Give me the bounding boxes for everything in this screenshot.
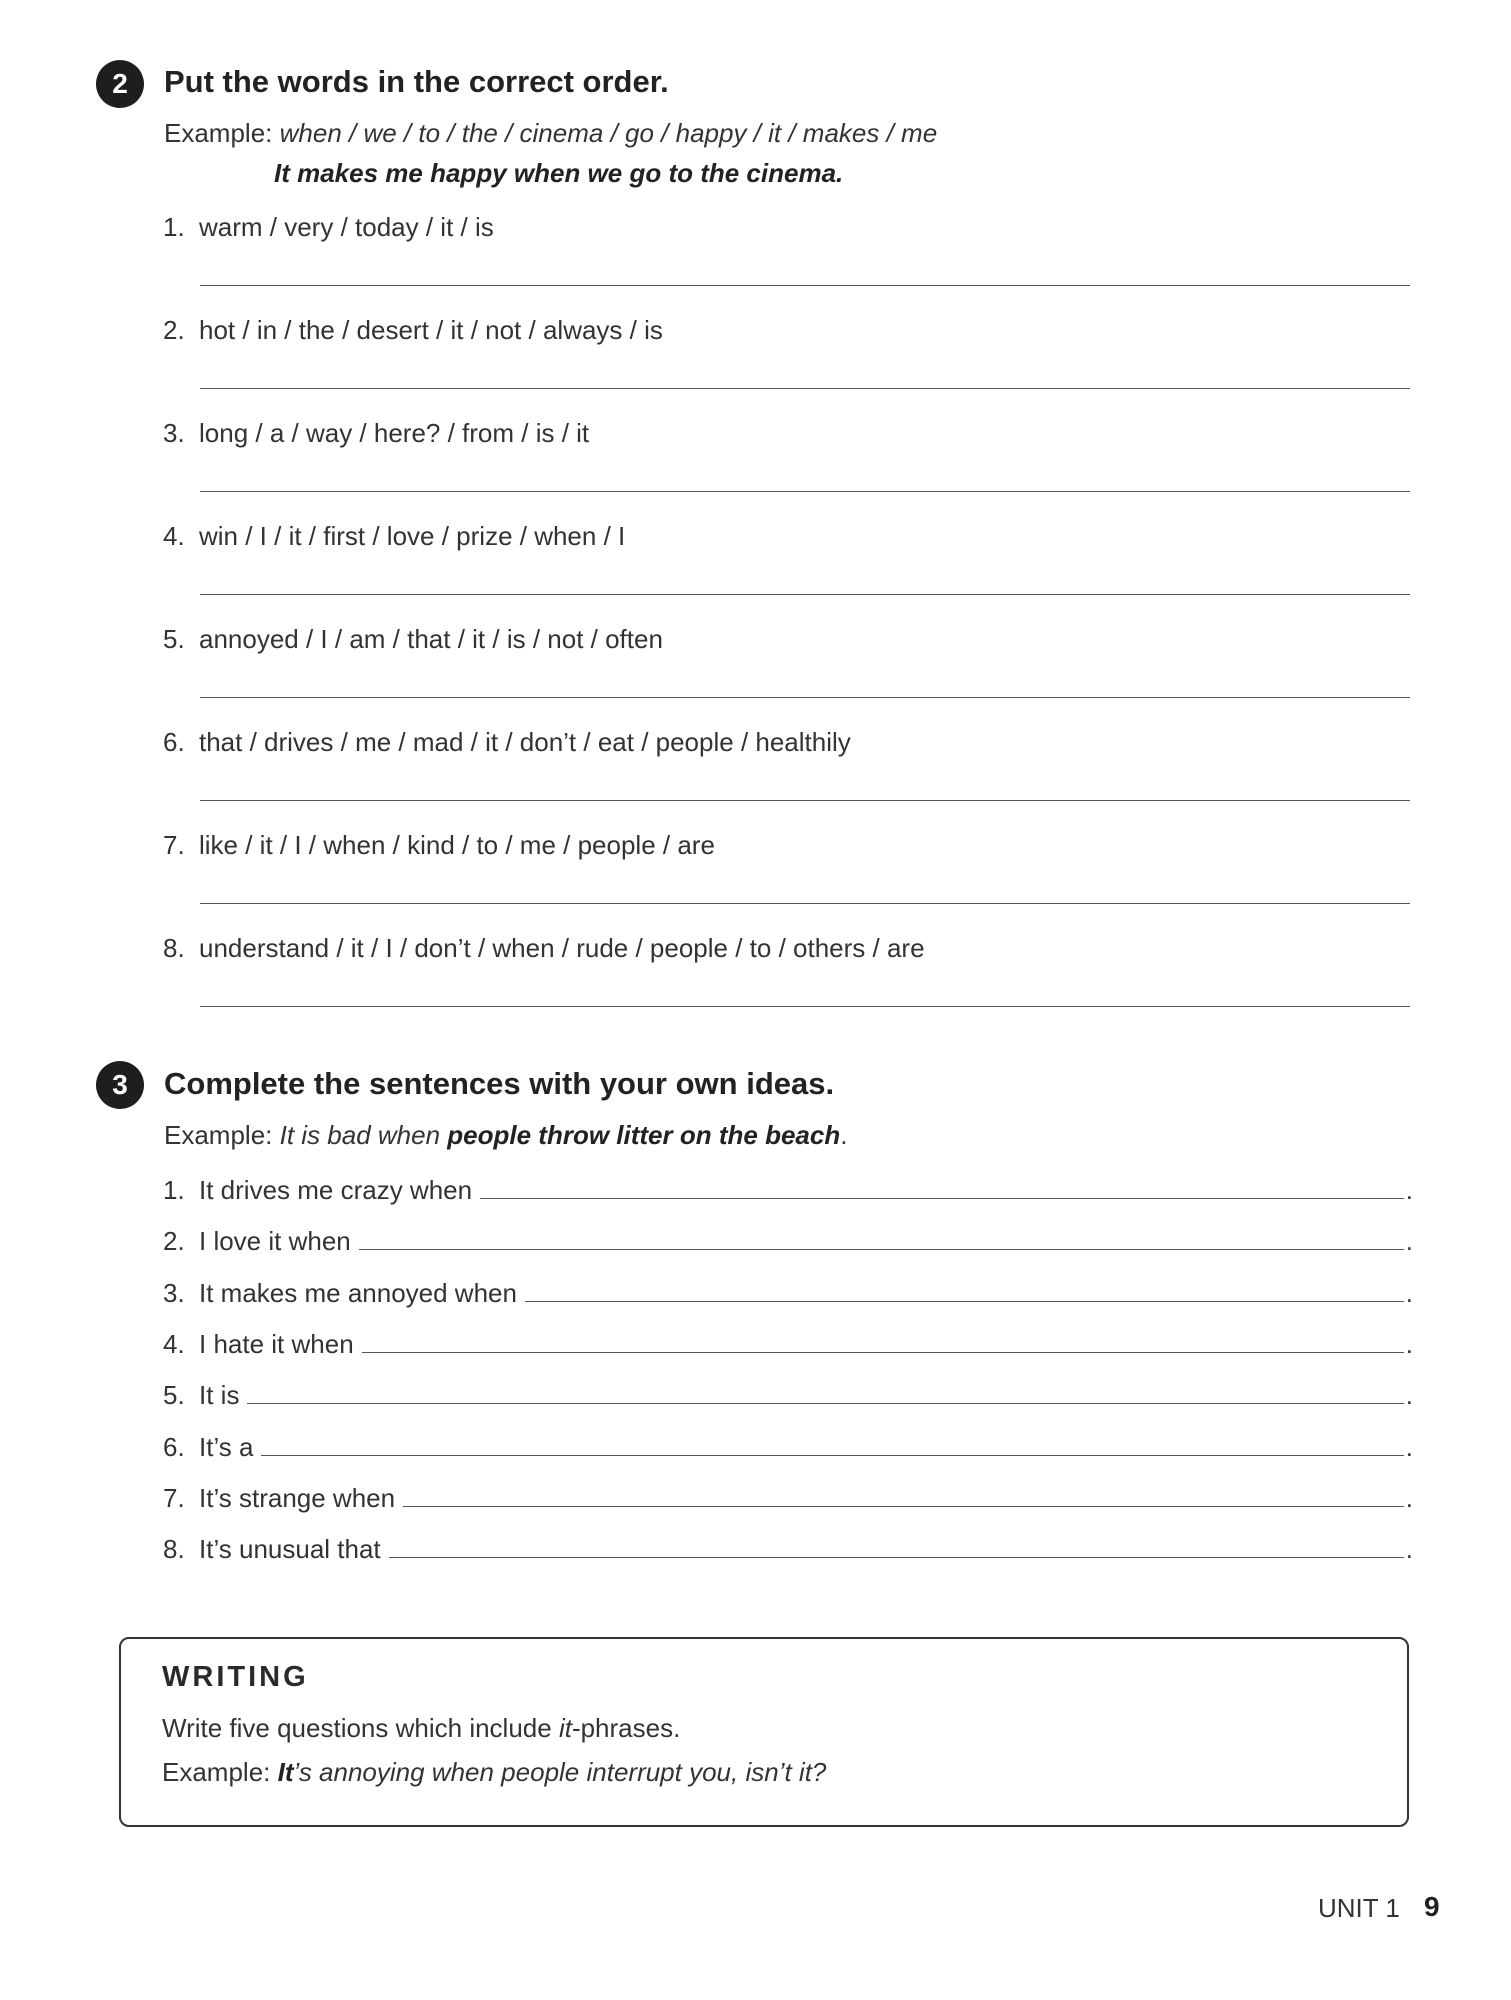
item-number: 2. [163,1226,185,1256]
example-answer: It makes me happy when we go to the cinema. [274,158,844,188]
answer-blank[interactable] [525,1300,1404,1302]
sentence-start: I hate it when [199,1329,354,1359]
reorder-item [163,624,663,655]
sentence-start: It drives me crazy when [199,1175,473,1205]
complete-item [163,1320,1413,1360]
answer-line[interactable] [200,285,1410,286]
item-number: 5. [163,1380,185,1410]
item-number: 6. [163,1432,185,1462]
example-prompt: It is bad when [279,1120,441,1150]
reorder-item [163,418,589,449]
sentence-end: . [1405,1534,1413,1564]
item-words: warm / very / today / it / is [199,212,494,242]
answer-blank[interactable] [362,1351,1404,1353]
complete-item [163,1423,1413,1463]
sentence-start: It makes me annoyed when [199,1278,517,1308]
complete-item [163,1474,1413,1514]
writing-example-label: Example: [162,1757,271,1787]
item-words: understand / it / I / don’t / when / rude / people / to / others / are [199,933,925,963]
complete-item [163,1371,1413,1411]
instruction-it: it [558,1713,572,1743]
answer-line[interactable] [200,594,1410,595]
item-number: 4. [163,1329,185,1359]
footer-unit: UNIT 1 [1318,1893,1400,1923]
item-number: 2. [163,315,185,345]
answer-line[interactable] [200,800,1410,801]
sentence-start: I love it when [199,1226,351,1256]
sentence-end: . [1405,1329,1413,1359]
item-words: that / drives / me / mad / it / don’t / eat / people / healthily [199,727,851,757]
item-number: 5. [163,624,185,654]
answer-line[interactable] [200,697,1410,698]
sentence-start: It is [199,1380,240,1410]
answer-blank[interactable] [247,1402,1403,1404]
item-words: win / I / it / first / love / prize / when / I [199,521,626,551]
answer-line[interactable] [200,903,1410,904]
item-number: 1. [163,212,185,242]
section-2-example-answer [274,158,843,189]
example-answer: people throw litter on the beach [447,1120,841,1150]
complete-item [163,1166,1413,1206]
example-end: . [840,1120,848,1150]
section-3-badge [96,1061,144,1109]
sentence-start: It’s strange when [199,1483,396,1513]
writing-instruction [162,1713,680,1744]
item-number: 4. [163,521,185,551]
example-prompt: when / we / to / the / cinema / go / happy / it / makes / me [279,118,938,148]
sentence-start: It’s unusual that [199,1534,381,1564]
reorder-item [163,521,625,552]
sentence-end: . [1405,1432,1413,1462]
sentence-end: . [1405,1483,1413,1513]
writing-example-it: It [277,1757,294,1787]
item-words: long / a / way / here? / from / is / it [199,418,590,448]
reorder-item [163,212,494,243]
reorder-item [163,315,663,346]
answer-line[interactable] [200,388,1410,389]
item-number: 1. [163,1175,185,1205]
answer-blank[interactable] [389,1556,1404,1558]
item-number: 6. [163,727,185,757]
complete-item [163,1269,1413,1309]
writing-title: WRITING [162,1661,309,1693]
answer-blank[interactable] [480,1197,1404,1199]
item-words: like / it / I / when / kind / to / me / people / are [199,830,715,860]
item-number: 7. [163,1483,185,1513]
answer-blank[interactable] [403,1505,1404,1507]
section-2-example [164,118,937,149]
answer-line[interactable] [200,1006,1410,1007]
section-3-title: Complete the sentences with your own ideas. [164,1066,835,1101]
item-number: 8. [163,933,185,963]
answer-line[interactable] [200,491,1410,492]
answer-blank[interactable] [359,1248,1404,1250]
item-number: 3. [163,1278,185,1308]
item-number: 8. [163,1534,185,1564]
section-2-badge [96,60,144,108]
reorder-item [163,727,851,758]
section-2-title: Put the words in the correct order. [164,64,669,99]
instruction-before: Write five questions which include [162,1713,559,1743]
sentence-end: . [1405,1226,1413,1256]
sentence-end: . [1405,1175,1413,1205]
reorder-item [163,830,715,861]
example-label: Example: [164,1120,273,1150]
item-words: annoyed / I / am / that / it / is / not / often [199,624,663,654]
sentence-start: It’s a [199,1432,254,1462]
instruction-after: -phrases. [571,1713,681,1743]
section-3-number: 3 [112,1069,128,1100]
item-words: hot / in / the / desert / it / not / always / is [199,315,663,345]
item-number: 7. [163,830,185,860]
section-2-number: 2 [112,68,128,99]
reorder-item [163,933,925,964]
writing-example [162,1757,826,1788]
answer-blank[interactable] [261,1454,1403,1456]
complete-item [163,1217,1413,1257]
writing-example-rest: ’s annoying when people interrupt you, isn’t it? [293,1757,827,1787]
section-3-example [164,1120,847,1151]
sentence-end: . [1405,1380,1413,1410]
item-number: 3. [163,418,185,448]
sentence-end: . [1405,1278,1413,1308]
page-number: 9 [1424,1891,1440,1922]
complete-item [163,1525,1413,1565]
example-label: Example: [164,118,273,148]
